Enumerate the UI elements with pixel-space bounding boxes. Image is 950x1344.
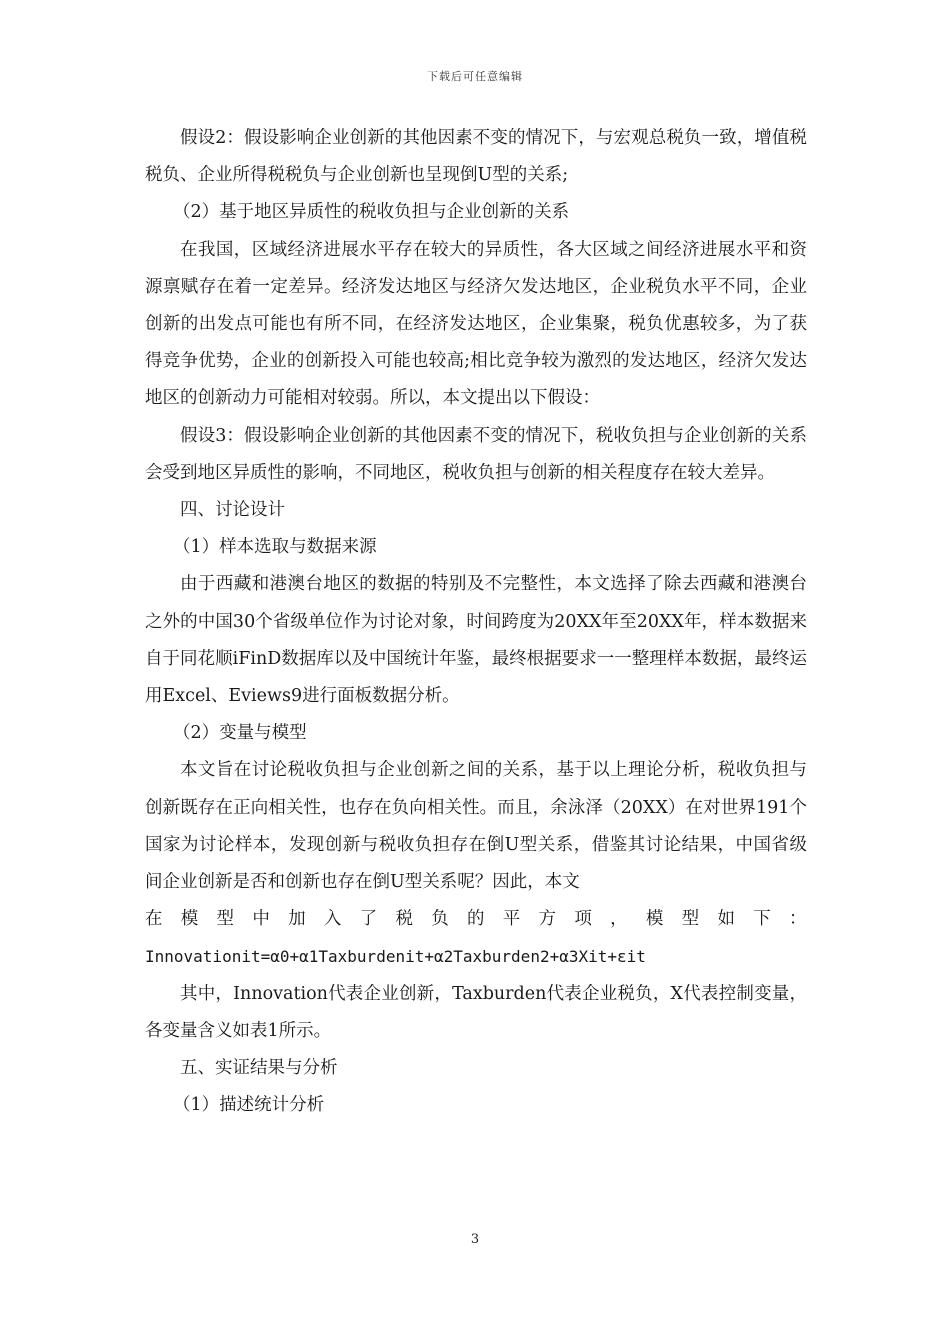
- hypothesis-2-paragraph: 假设2：假设影响企业创新的其他因素不变的情况下，与宏观总税负一致，增值税税负、企业所得税税负与企业创新也呈现倒U型的关系;: [145, 128, 807, 186]
- hypothesis-3-paragraph: 假设3：假设影响企业创新的其他因素不变的情况下，税收负担与企业创新的关系会受到地区异质性的影响，不同地区，税收负担与创新的相关程度存在较大差异。: [145, 425, 807, 483]
- model-formula: Innovationit=α0+α1Taxburdenit+α2Taxburden2+α3Xit+εit: [145, 947, 646, 967]
- variable-definition-paragraph: 其中，Innovation代表企业创新，Taxburden代表企业税负，X代表控制变量，各变量含义如表1所示。: [145, 983, 807, 1041]
- model-rationale-paragraph: 本文旨在讨论税收负担与企业创新之间的关系，基于以上理论分析，税收负担与创新既存在正向相关性，也存在负向相关性。而且，余泳泽（20XX）在对世界191个国家为讨论样本，发现创新与税收负担存在倒U型关系，借鉴其讨论结果，中国省级间企业创新是否和创新也存在倒U型关系呢？因此，本文: [145, 760, 807, 893]
- section-heading-regional-heterogeneity: （2）基于地区异质性的税收负担与企业创新的关系: [173, 202, 570, 223]
- sample-selection-paragraph: 由于西藏和港澳台地区的数据的特别及不完整性，本文选择了除去西藏和港澳台之外的中国30个省级单位作为讨论对象，时间跨度为20XX年至20XX年，样本数据来自于同花顺iFinD数据库以及中国统计年鉴，最终根据要求一一整理样本数据，最终运用Excel、Eviews9进行面板数据分析。: [145, 574, 807, 707]
- section-heading-variables-model: （2）变量与模型: [173, 723, 307, 744]
- document-body: [145, 120, 807, 1124]
- section-heading-empirical-results: 五、实证结果与分析: [180, 1058, 338, 1079]
- section-heading-research-design: 四、讨论设计: [180, 500, 285, 521]
- section-heading-sample-selection: （1）样本选取与数据来源: [173, 537, 377, 558]
- page-number: 3: [470, 1232, 480, 1247]
- regional-analysis-paragraph: 在我国，区域经济进展水平存在较大的异质性，各大区域之间经济进展水平和资源禀赋存在着一定差异。经济发达地区与经济欠发达地区，企业税负水平不同，企业创新的出发点可能也有所不同，在经济发达地区，企业集聚，税负优惠较多，为了获得竞争优势，企业的创新投入可能也较高;相比竞争较为激烈的发达地区，经济欠发达地区的创新动力可能相对较弱。所以，本文提出以下假设：: [145, 239, 807, 409]
- page-header: 下载后可任意编辑: [427, 70, 523, 83]
- section-heading-descriptive-stats: （1）描述统计分析: [173, 1095, 325, 1116]
- model-intro-line: 在模型中加入了税负的平方项，模型如下：: [145, 909, 807, 930]
